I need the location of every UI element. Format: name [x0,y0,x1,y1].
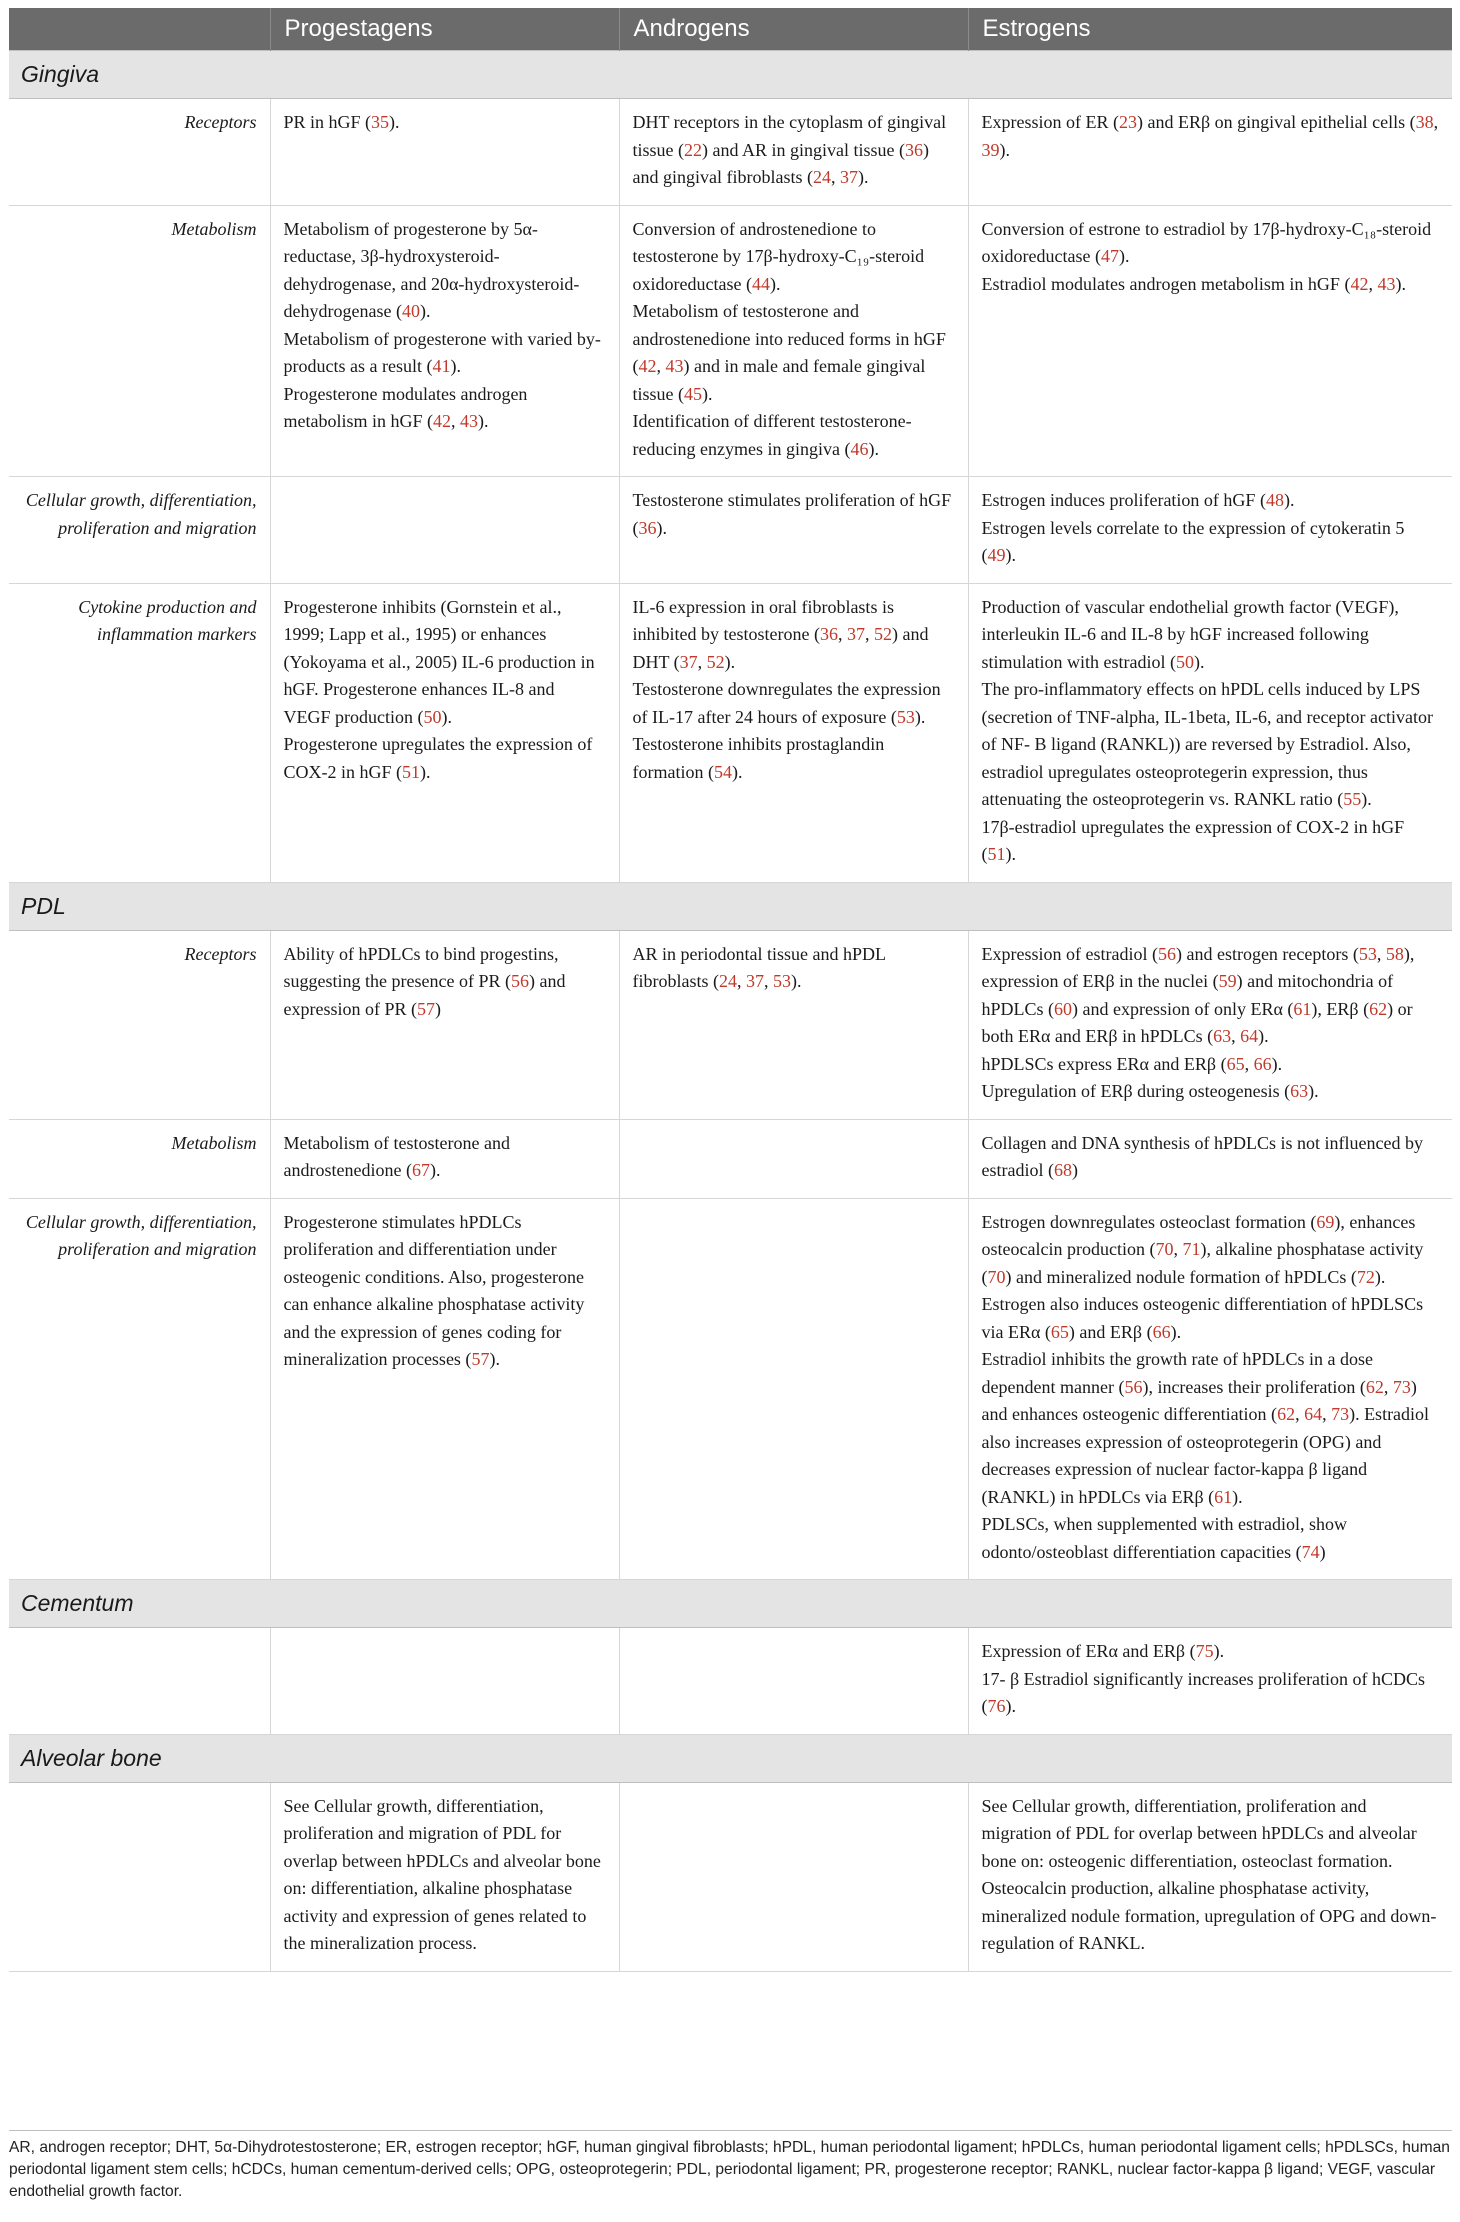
citation-ref[interactable]: 62 [1369,998,1388,1019]
table-row [9,583,1452,882]
table-row [9,1782,1452,1971]
row-label: Receptors [9,930,270,1119]
citation-ref[interactable]: 37 [745,971,764,991]
cell-androgens [619,205,968,477]
cell-paragraph: Ability of hPDLCs to bind progestins, suggesting the presence of PR (56) and expression of PR (57) [283,943,566,1019]
cell-progestagens [270,477,619,584]
citation-ref[interactable]: 66 [1152,1321,1171,1342]
citation-ref[interactable]: 39 [981,139,1000,160]
citation-ref[interactable]: 70 [1155,1239,1174,1259]
citation-ref[interactable]: 60 [1054,998,1073,1019]
citation-ref[interactable]: 49 [987,545,1006,565]
table-row [9,99,1452,206]
citation-ref[interactable]: 40 [401,301,420,321]
cell-paragraph: IL-6 expression in oral fibroblasts is inhibited by testosterone (36, 37, 52) and DHT (37, 52). [632,596,929,672]
cell-paragraph: Estradiol inhibits the growth rate of hPDLCs in a dose dependent manner (56), increases their proliferation (62, 73) and enhances osteogenic differentiation (62, 64, 73). Estradiol also increases expression of osteoprotegerin (OPG) and decreases expression of nuclear factor-kappa β ligand (RANKL) in hPDLCs via ERβ (61). [981,1349,1430,1507]
cell-estrogens [968,205,1452,477]
citation-ref[interactable]: 65 [1226,1053,1245,1074]
citation-ref[interactable]: 50 [1175,651,1194,672]
cell-androgens [619,930,968,1119]
row-label: Metabolism [9,1119,270,1198]
cell-paragraph: Estradiol modulates androgen metabolism in hGF (42, 43). [981,273,1406,294]
citation-ref[interactable]: 42 [1350,273,1369,294]
cell-progestagens [270,99,619,206]
citation-ref[interactable]: 42 [433,411,451,431]
citation-ref[interactable]: 56 [510,971,529,991]
cell-paragraph: Metabolism of testosterone and androstenedione (67). [283,1132,510,1180]
cell-paragraph: Upregulation of ERβ during osteogenesis (63). [981,1081,1319,1101]
citation-ref[interactable]: 47 [1100,246,1119,266]
section-row [9,1734,1452,1782]
citation-ref[interactable]: 23 [1118,112,1137,132]
cell-paragraph: Progesterone upregulates the expression of COX-2 in hGF (51). [283,734,593,782]
cell-paragraph: Progesterone inhibits (Gornstein et al., 1999; Lapp et al., 1995) or enhances (Yokoyama et al., 2005) IL-6 production in hGF. Progesterone enhances IL-8 and VEGF production (50). [283,596,595,727]
cell-progestagens [270,1628,619,1735]
section-title: Alveolar bone [9,1734,1452,1782]
cell-paragraph: Estrogen levels correlate to the expression of cytokeratin 5 (49). [981,517,1405,565]
citation-ref[interactable]: 69 [1316,1211,1335,1232]
citation-ref[interactable]: 66 [1253,1053,1272,1074]
citation-ref[interactable]: 61 [1214,1486,1233,1507]
citation-ref[interactable]: 36 [638,517,657,538]
row-label: Receptors [9,99,270,206]
citation-ref[interactable]: 50 [423,706,442,727]
header-estrogens: Estrogens [968,8,1452,51]
cell-paragraph: Metabolism of testosterone and androstenedione into reduced forms in hGF (42, 43) and in male and female gingival tissue (45). [632,301,946,404]
row-label: Cellular growth, differentiation, proliferation and migration [9,477,270,584]
cell-paragraph: Estrogen downregulates osteoclast formation (69), enhances osteocalcin production (70, 71), alkaline phosphatase activity (70) and mineralized nodule formation of hPDLCs (72). Estrogen also induces osteogenic differentiation of hPDLSCs via ERα (65) and ERβ (66). [981,1211,1424,1342]
citation-ref[interactable]: 73 [1331,1404,1350,1424]
cell-paragraph: Expression of ERα and ERβ (75). [981,1641,1225,1661]
cell-estrogens [968,930,1452,1119]
header-row [9,8,1452,51]
hormone-effects-table [9,8,1452,1972]
section-row [9,51,1452,99]
row-label: Cellular growth, differentiation, proliferation and migration [9,1198,270,1580]
citation-ref[interactable]: 56 [1157,943,1176,964]
row-label: Cytokine production and inflammation markers [9,583,270,882]
cell-estrogens [968,1119,1452,1198]
cell-paragraph: AR in periodontal tissue and hPDL fibroblasts (24, 37, 53). [632,943,886,991]
cell-progestagens [270,1782,619,1971]
table-row [9,930,1452,1119]
section-row [9,1580,1452,1628]
cell-androgens [619,477,968,584]
cell-androgens [619,1628,968,1735]
cell-paragraph: See Cellular growth, differentiation, proliferation and migration of PDL for overlap between hPDLCs and alveolar bone on: osteogenic differentiation, osteoclast formation. Osteocalcin production, alkaline phosphatase activity, mineralized nodule formation, upregulation of OPG and down-regulation of RANKL. [981,1795,1437,1953]
citation-ref[interactable]: 74 [1301,1541,1320,1562]
cell-paragraph: 17β-estradiol upregulates the expression of COX-2 in hGF (51). [981,816,1405,864]
table-row [9,1628,1452,1735]
hormone-table-container [9,8,1452,1972]
citation-ref[interactable]: 43 [665,356,684,376]
cell-progestagens [270,1119,619,1198]
row-label [9,1782,270,1971]
citation-ref[interactable]: 48 [1265,490,1284,510]
cell-androgens [619,1119,968,1198]
cell-paragraph: hPDLSCs express ERα and ERβ (65, 66). [981,1053,1283,1074]
cell-estrogens [968,583,1452,882]
citation-ref[interactable]: 43 [460,411,478,431]
table-row [9,205,1452,477]
cell-paragraph: Identification of different testosterone-reducing enzymes in gingiva (46). [632,411,912,459]
citation-ref[interactable]: 45 [684,383,702,404]
cell-paragraph: Expression of estradiol (56) and estrogen receptors (53, 58), expression of ERβ in the nuclei (59) and mitochondria of hPDLCs (60) and expression of only ERα (61), ERβ (62) or both ERα and ERβ in hPDLCs (63, 64). [981,943,1415,1046]
header-androgens: Androgens [619,8,968,51]
citation-ref[interactable]: 37 [846,624,865,644]
citation-ref[interactable]: 55 [1343,789,1362,809]
cell-progestagens [270,205,619,477]
cell-paragraph: Expression of ER (23) and ERβ on gingival epithelial cells (38, 39). [981,112,1439,160]
citation-ref[interactable]: 62 [1365,1376,1384,1397]
citation-ref[interactable]: 52 [706,651,725,672]
cell-androgens [619,583,968,882]
cell-paragraph: Metabolism of progesterone by 5α-reductase, 3β-hydroxysteroid-dehydrogenase, and 20α-hydroxysteroid-dehydrogenase (40). [283,218,580,321]
cell-paragraph: Estrogen induces proliferation of hGF (48). [981,490,1295,510]
citation-ref[interactable]: 71 [1182,1239,1201,1259]
cell-paragraph: The pro-inflammatory effects on hPDL cells induced by LPS (secretion of TNF-alpha, IL-1beta, IL-6, and receptor activator of NF- B ligand (RANKL)) are reversed by Estradiol. Also, estradiol upregulates osteoprotegerin expression, thus attenuating the osteoprotegerin vs. RANKL ratio (55). [981,679,1433,809]
citation-ref[interactable]: 36 [905,139,923,160]
citation-ref[interactable]: 37 [679,651,698,672]
citation-ref[interactable]: 68 [1053,1160,1072,1180]
citation-ref[interactable]: 75 [1195,1641,1214,1661]
cell-androgens [619,1782,968,1971]
table-row [9,477,1452,584]
cell-estrogens [968,99,1452,206]
cell-paragraph: Progesterone modulates androgen metabolism in hGF (42, 43). [283,383,528,431]
citation-ref[interactable]: 67 [411,1160,430,1180]
header-empty [9,8,270,51]
row-label: Metabolism [9,205,270,477]
citation-ref[interactable]: 63 [1290,1081,1309,1101]
citation-ref[interactable]: 51 [987,844,1006,864]
table-body [9,51,1452,1972]
citation-ref[interactable]: 37 [839,167,858,187]
citation-ref[interactable]: 24 [812,167,831,187]
cell-paragraph: Testosterone stimulates proliferation of hGF (36). [632,490,952,538]
citation-ref[interactable]: 54 [713,761,732,782]
cell-estrogens [968,1782,1452,1971]
table-row [9,1198,1452,1580]
cell-progestagens [270,1198,619,1580]
cell-paragraph: PR in hGF (35). [283,112,400,132]
cell-progestagens [270,930,619,1119]
citation-ref[interactable]: 41 [432,356,451,376]
citation-ref[interactable]: 58 [1385,943,1404,964]
cell-progestagens [270,583,619,882]
cell-paragraph: Testosterone inhibits prostaglandin formation (54). [632,734,885,782]
cell-androgens [619,1198,968,1580]
citation-ref[interactable]: 61 [1293,998,1312,1019]
citation-ref[interactable]: 42 [638,356,657,376]
cell-estrogens [968,477,1452,584]
cell-androgens [619,99,968,206]
citation-ref[interactable]: 51 [402,761,421,782]
table-footnote: AR, androgen receptor; DHT, 5α-Dihydrotestosterone; ER, estrogen receptor; hGF, human gingival fibroblasts; hPDL, human periodontal ligament; hPDLCs, human periodontal ligament cells; hPDLSCs, human periodontal ligament stem cells; hCDCs, human cementum-derived cells; OPG, osteoprotegerin; PDL, periodontal ligament; PR, progesterone receptor; RANKL, nuclear factor-kappa β ligand; VEGF, vascular endothelial growth factor. [9,2130,1452,2203]
cell-paragraph: Collagen and DNA synthesis of hPDLCs is not influenced by estradiol (68) [981,1132,1423,1180]
citation-ref[interactable]: 57 [417,998,435,1019]
header-progestagens: Progestagens [270,8,619,51]
cell-paragraph: Testosterone downregulates the expression of IL-17 after 24 hours of exposure (53). [632,679,941,727]
cell-estrogens [968,1628,1452,1735]
citation-ref[interactable]: 64 [1304,1404,1323,1424]
citation-ref[interactable]: 53 [1358,943,1377,964]
citation-ref[interactable]: 59 [1218,971,1237,991]
citation-ref[interactable]: 44 [751,273,770,294]
citation-ref[interactable]: 36 [819,624,838,644]
section-title: Cementum [9,1580,1452,1628]
table-row [9,1119,1452,1198]
cell-paragraph: Conversion of androstenedione to testosterone by 17β-hydroxy-C₁₉-steroid oxidoreductase (44). [632,218,925,294]
citation-ref[interactable]: 64 [1240,1026,1259,1046]
section-title: Gingiva [9,51,1452,99]
cell-paragraph: PDLSCs, when supplemented with estradiol, show odonto/osteoblast differentiation capacities (74) [981,1514,1347,1562]
citation-ref[interactable]: 57 [471,1349,490,1369]
citation-ref[interactable]: 46 [850,438,869,459]
citation-ref[interactable]: 70 [987,1266,1006,1287]
cell-paragraph: Progesterone stimulates hPDLCs proliferation and differentiation under osteogenic conditions. Also, progesterone can enhance alkaline phosphatase activity and the expression of genes coding for mineralization processes (57). [283,1211,585,1369]
cell-paragraph: Conversion of estrone to estradiol by 17β-hydroxy-C₁₈-steroid oxidoreductase (47). [981,218,1432,266]
citation-ref[interactable]: 56 [1124,1376,1143,1397]
row-label [9,1628,270,1735]
citation-ref[interactable]: 72 [1356,1266,1375,1287]
citation-ref[interactable]: 65 [1050,1321,1069,1342]
citation-ref[interactable]: 53 [896,706,915,727]
cell-estrogens [968,1198,1452,1580]
cell-paragraph: See Cellular growth, differentiation, proliferation and migration of PDL for overlap between hPDLCs and alveolar bone on: differentiation, alkaline phosphatase activity and expression of genes related to the mineralization process. [283,1795,601,1953]
section-title: PDL [9,882,1452,930]
cell-paragraph: 17- β Estradiol significantly increases proliferation of hCDCs (76). [981,1668,1426,1716]
table-header [9,8,1452,51]
cell-paragraph: Production of vascular endothelial growth factor (VEGF), interleukin IL-6 and IL-8 by hGF increased following stimulation with estradiol (50). [981,596,1399,672]
section-row [9,882,1452,930]
citation-ref[interactable]: 53 [772,971,791,991]
citation-ref[interactable]: 52 [873,624,892,644]
citation-ref[interactable]: 35 [371,112,390,132]
citation-ref[interactable]: 43 [1377,273,1396,294]
citation-ref[interactable]: 38 [1415,112,1434,132]
cell-paragraph: Metabolism of progesterone with varied by-products as a result (41). [283,328,601,376]
cell-paragraph: DHT receptors in the cytoplasm of gingival tissue (22) and AR in gingival tissue (36) and gingival fibroblasts (24, 37). [632,112,947,187]
citation-ref[interactable]: 22 [684,139,702,160]
citation-ref[interactable]: 63 [1213,1026,1232,1046]
citation-ref[interactable]: 73 [1392,1376,1411,1397]
citation-ref[interactable]: 76 [987,1696,1006,1716]
citation-ref[interactable]: 24 [718,971,737,991]
citation-ref[interactable]: 62 [1277,1404,1296,1424]
